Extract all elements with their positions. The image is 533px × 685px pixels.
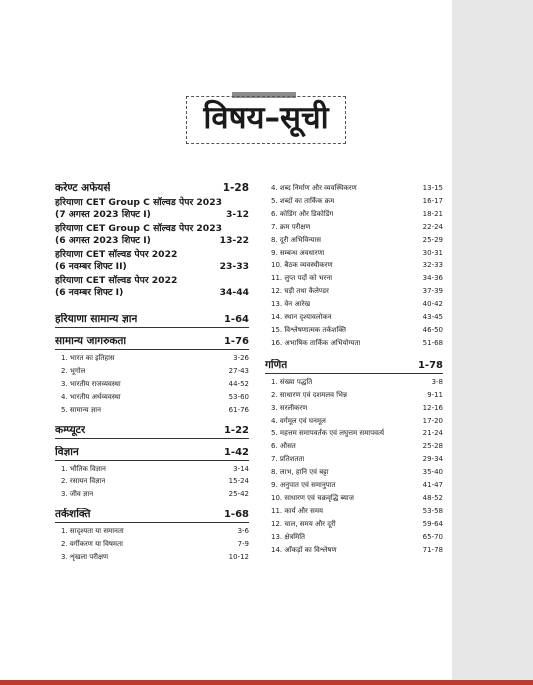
item-pages: 61-76	[228, 405, 249, 414]
toc-item[interactable]	[265, 505, 443, 518]
item-label: 2. भूगोल	[61, 366, 86, 375]
item-pages: 25-29	[422, 235, 443, 244]
toc-entry-paper[interactable]	[55, 249, 249, 273]
toc-item[interactable]	[265, 221, 443, 234]
entry-label: करेण्ट अफेयर्स	[55, 182, 111, 194]
item-pages: 53-58	[422, 506, 443, 515]
item-label: 1. भारत का इतिहास	[61, 354, 115, 362]
item-label: 6. कोडिंग और डिकोडिंग	[271, 209, 334, 218]
item-pages: 7-9	[237, 540, 249, 549]
toc-item[interactable]	[265, 234, 443, 247]
toc-item[interactable]	[265, 259, 443, 272]
item-pages: 3-6	[237, 527, 249, 536]
toc-right-column	[265, 182, 443, 556]
item-pages: 3-14	[233, 464, 249, 473]
toc-left-column	[55, 182, 249, 564]
entry-label: हरियाणा CET Group C सॉल्वड पेपर 2023	[55, 223, 222, 234]
item-pages: 15-24	[228, 477, 249, 486]
toc-item[interactable]	[55, 391, 249, 404]
item-label: 12. चाल, समय और दूरी	[271, 519, 336, 528]
toc-item[interactable]	[265, 531, 443, 544]
item-label: 4. भारतीय अर्थव्यवस्था	[61, 392, 121, 401]
item-pages: 29-34	[422, 455, 443, 464]
toc-item[interactable]	[55, 463, 249, 476]
item-pages: 3-8	[431, 377, 443, 386]
item-pages: 32-33	[422, 261, 443, 270]
toc-entry-paper[interactable]	[55, 197, 249, 221]
toc-item[interactable]	[265, 298, 443, 311]
item-pages: 10-12	[228, 553, 249, 562]
item-pages: 34-36	[422, 274, 443, 283]
item-pages: 30-31	[422, 248, 443, 257]
item-label: 8. लाभ, हानि एवं बट्टा	[271, 468, 329, 477]
item-pages: 22-24	[422, 222, 443, 231]
item-pages: 21-24	[422, 429, 443, 438]
item-label: 8. दूरी अभिविन्यास	[271, 235, 321, 244]
item-pages: 3-26	[233, 354, 249, 362]
item-pages: 71-78	[422, 545, 443, 554]
toc-item[interactable]	[265, 402, 443, 415]
toc-item[interactable]	[265, 544, 443, 557]
toc-section-computer[interactable]	[55, 424, 249, 439]
item-label: 5. महत्तम समापवर्तक एवं लघुत्तम समापवर्त्य	[271, 429, 385, 438]
item-pages: 53-60	[228, 392, 249, 401]
toc-item[interactable]	[55, 365, 249, 378]
section-label: कम्प्यूटर	[55, 423, 86, 436]
item-pages: 41-47	[422, 481, 443, 490]
toc-item[interactable]	[55, 352, 249, 365]
section-label: तर्कशक्ति	[55, 508, 91, 521]
toc-item[interactable]	[265, 208, 443, 221]
toc-item[interactable]	[55, 538, 249, 551]
section-pages: 1-22	[223, 424, 249, 436]
toc-item[interactable]	[55, 551, 249, 564]
section-pages: 1-64	[223, 314, 249, 325]
item-pages: 35-40	[422, 468, 443, 477]
item-pages: 17-20	[422, 416, 443, 425]
entry-label-line2: (6 नवम्बर शिफ्ट II)	[55, 261, 127, 272]
item-label: 10. बैठक व्यवस्थीकरण	[271, 261, 333, 270]
toc-item[interactable]	[265, 389, 443, 402]
item-label: 10. साधारण एवं चक्रवृद्धि ब्याज	[271, 493, 354, 502]
toc-item[interactable]	[265, 247, 443, 260]
item-pages: 12-16	[422, 403, 443, 412]
section-pages: 1-42	[223, 446, 249, 458]
item-label: 7. प्रतिशतता	[271, 455, 305, 464]
toc-entry-paper[interactable]	[55, 275, 249, 299]
item-label: 16. अभाषिक तार्किक अभियोग्यता	[271, 338, 361, 347]
section-pages: 1-68	[223, 509, 249, 521]
item-label: 13. वेन आरेख	[271, 300, 311, 309]
item-label: 15. विश्लेषणात्मक तर्कशक्ति	[271, 325, 347, 334]
item-pages: 37-39	[422, 287, 443, 296]
toc-item[interactable]	[265, 415, 443, 428]
item-pages: 43-45	[422, 313, 443, 322]
section-label: सामान्य जागरुकता	[55, 335, 127, 347]
toc-entry-paper[interactable]	[55, 223, 249, 247]
item-pages: 9-11	[427, 390, 443, 399]
section-label: गणित	[265, 358, 288, 371]
toc-item[interactable]	[265, 453, 443, 466]
item-pages: 25-28	[422, 442, 443, 451]
entry-label-line2: (7 अगस्त 2023 शिफ्ट I)	[55, 209, 151, 220]
item-label: 3. भारतीय राजव्यवस्था	[61, 379, 121, 388]
item-label: 1. संख्या पद्धति	[271, 377, 313, 386]
item-label: 4. शब्द निर्माण और व्यवस्थिकरण	[271, 184, 357, 192]
item-label: 2. वर्गीकरण या विषमता	[61, 540, 123, 549]
item-pages: 51-68	[422, 338, 443, 347]
item-label: 9. सम्बन्ध अवधारणा	[271, 248, 325, 257]
toc-item[interactable]	[265, 518, 443, 531]
item-pages: 16-17	[422, 196, 443, 205]
item-label: 11. कार्य और समय	[271, 506, 324, 515]
toc-section-maths[interactable]	[265, 359, 443, 374]
item-pages: 48-52	[422, 493, 443, 502]
item-label: 13. क्षेत्रमिति	[271, 532, 306, 541]
item-label: 14. स्थान दृश्यावलोकन	[271, 313, 332, 322]
entry-pages: 3-12	[226, 209, 249, 220]
toc-item[interactable]	[55, 378, 249, 391]
entry-pages: 23-33	[219, 261, 249, 272]
item-pages: 27-43	[228, 366, 249, 375]
toc-item[interactable]	[55, 475, 249, 488]
item-label: 1. सादृश्यता या समानता	[61, 527, 124, 536]
item-label: 11. लुप्त पदों को भरना	[271, 274, 333, 283]
entry-label-line2: (6 नवम्बर शिफ्ट I)	[55, 287, 124, 298]
toc-item[interactable]	[55, 488, 249, 501]
item-label: 9. अनुपात एवं समानुपात	[271, 481, 336, 490]
entry-label: हरियाणा CET सॉल्वड पेपर 2022	[55, 249, 178, 260]
toc-item[interactable]	[265, 324, 443, 337]
item-label: 1. भौतिक विज्ञान	[61, 464, 106, 473]
entry-pages: 1-28	[222, 182, 249, 194]
section-label: हरियाणा सामान्य ज्ञान	[55, 313, 138, 325]
toc-item[interactable]	[265, 272, 443, 285]
section-label: विज्ञान	[55, 445, 79, 458]
item-pages: 59-64	[422, 519, 443, 528]
toc-entry-current-affairs[interactable]	[55, 182, 249, 195]
page-title: विषय–सूची	[203, 100, 329, 136]
toc-item[interactable]	[265, 285, 443, 298]
toc-item[interactable]	[265, 376, 443, 389]
entry-label: हरियाणा CET सॉल्वड पेपर 2022	[55, 275, 178, 286]
item-label: 5. सामान्य ज्ञान	[61, 405, 101, 414]
toc-item[interactable]	[265, 440, 443, 453]
item-pages: 40-42	[422, 300, 443, 309]
toc-section-haryana-gk[interactable]	[55, 313, 249, 328]
entry-label-line2: (6 अगस्त 2023 शिफ्ट I)	[55, 235, 151, 246]
item-label: 3. जीव ज्ञान	[61, 490, 94, 499]
item-label: 14. आँकड़ों का विश्लेषण	[271, 545, 337, 554]
section-pages: 1-76	[223, 336, 249, 347]
toc-item[interactable]	[265, 311, 443, 324]
toc-item[interactable]	[265, 466, 443, 479]
toc-section-science[interactable]	[55, 446, 249, 461]
item-pages: 65-70	[422, 532, 443, 541]
entry-pages: 13-22	[219, 235, 249, 246]
toc-item[interactable]	[55, 525, 249, 538]
item-label: 2. साधारण एवं दशमलव भिन्न	[271, 390, 347, 399]
item-label: 5. शब्दों का तार्किक क्रम	[271, 196, 335, 205]
item-label: 4. वर्गमूल एवं घनमूल	[271, 416, 326, 425]
toc-section-general-awareness[interactable]	[55, 335, 249, 350]
page-edge-shade	[452, 0, 533, 685]
item-label: 2. रसायन विज्ञान	[61, 477, 106, 486]
item-pages: 46-50	[422, 325, 443, 334]
toc-section-reasoning[interactable]	[55, 508, 249, 523]
toc-item[interactable]	[265, 182, 443, 195]
toc-item[interactable]	[55, 404, 249, 417]
item-pages: 13-15	[422, 184, 443, 192]
toc-item[interactable]	[265, 479, 443, 492]
item-pages: 44-52	[228, 379, 249, 388]
item-label: 12. घड़ी तथा कैलेण्डर	[271, 287, 329, 296]
entry-label: हरियाणा CET Group C सॉल्वड पेपर 2023	[55, 197, 222, 208]
toc-item[interactable]	[265, 427, 443, 440]
item-label: 3. सरलीकरण	[271, 403, 308, 412]
item-label: 3. शृंखला परीक्षण	[61, 553, 109, 562]
section-pages: 1-78	[417, 359, 443, 371]
item-label: 7. क्रम परीक्षण	[271, 222, 311, 231]
entry-pages: 34-44	[219, 287, 249, 298]
bottom-accent-bar	[0, 680, 533, 685]
item-label: 6. औसत	[271, 442, 296, 451]
toc-item[interactable]	[265, 492, 443, 505]
item-pages: 25-42	[228, 490, 249, 499]
item-pages: 18-21	[422, 209, 443, 218]
toc-item[interactable]	[265, 337, 443, 350]
toc-item[interactable]	[265, 195, 443, 208]
